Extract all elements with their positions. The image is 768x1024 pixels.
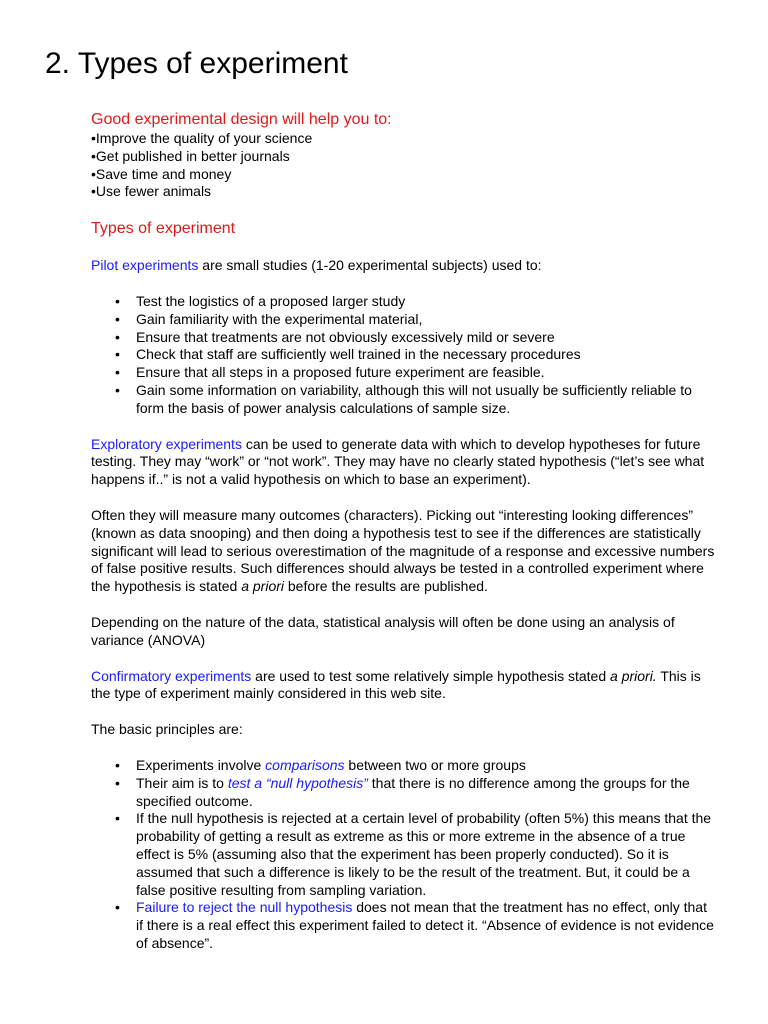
list-item: • Gain some information on variability, although this will not usually be sufficiently reliable to form the basis of power analysis calculations of sample size. <box>91 382 716 418</box>
principles-list <box>91 757 716 953</box>
item-text: does not mean that the treatment has no effect, only that if there is a real effect this experiment failed to detect it. “Absence of evidence is not evidence of absence”. <box>136 899 714 951</box>
list-item: • Save time and money <box>91 166 716 184</box>
snooping-text-end: before the results are published. <box>284 578 488 595</box>
list-item: • If the null hypothesis is rejected at a certain level of probability (often 5%) this means that the probability of getting a result as extreme as this or more extreme in the absence of a true effect is 5% (assuming also that the experiment has been properly conducted). So it is assumed that such a difference is likely to be the result of the treatment. But, it could be a false positive resulting from sampling variation. <box>91 810 716 899</box>
list-item: • Get published in better journals <box>91 148 716 166</box>
list-item: • Improve the quality of your science <box>91 130 716 148</box>
pilot-text: are small studies (1-20 experimental subjects) used to: <box>198 257 542 274</box>
list-item: • Gain familiarity with the experimental material, <box>91 311 716 329</box>
exploratory-text: can be used to generate data with which to develop hypotheses for future testing. They may “work” or “not work”. They may have no clearly stated hypothesis (“let’s see what happens if..” is not a valid hypothesis on which to base an experiment). <box>91 435 705 488</box>
snooping-paragraph <box>91 507 716 596</box>
design-list <box>91 130 716 201</box>
a-priori-text: a priori. <box>610 667 657 684</box>
list-item <box>91 775 716 811</box>
a-priori-text: a priori <box>241 578 284 595</box>
exploratory-paragraph <box>91 436 716 489</box>
failure-to-reject-link[interactable]: Failure to reject the null hypothesis <box>136 899 353 916</box>
pilot-experiments-link[interactable]: Pilot experiments <box>91 257 199 274</box>
pilot-list <box>91 293 716 418</box>
page-title: 2. Types of experiment <box>45 47 348 80</box>
item-text: that there is no difference among the groups for the specified outcome. <box>136 774 690 809</box>
principles-intro: The basic principles are: <box>91 721 243 738</box>
confirmatory-paragraph <box>91 668 716 704</box>
comparisons-link[interactable]: comparisons <box>265 756 345 773</box>
list-item: • Ensure that all steps in a proposed future experiment are feasible. <box>91 364 716 382</box>
confirmatory-text: are used to test some relatively simple hypothesis stated <box>251 667 611 684</box>
types-heading: Types of experiment <box>91 220 236 238</box>
list-item <box>91 899 716 952</box>
item-text: Their aim is to <box>136 774 228 791</box>
exploratory-experiments-link[interactable]: Exploratory experiments <box>91 435 242 452</box>
pilot-paragraph <box>91 257 716 275</box>
null-hypothesis-link[interactable]: test a “null hypothesis” <box>227 774 368 791</box>
snooping-text: Often they will measure many outcomes (characters). Picking out “interesting looking differences” (known as data snooping) and then doing a hypothesis test to see if the differences are statistically significant will lead to serious overestimation of the magnitude of a response and excessive numbers of false positive results. Such differences should always be tested in a controlled experiment where the hypothesis is stated <box>91 506 715 595</box>
item-text: Experiments involve <box>136 756 266 773</box>
list-item: • Ensure that treatments are not obviously excessively mild or severe <box>91 329 716 347</box>
confirmatory-experiments-link[interactable]: Confirmatory experiments <box>91 667 252 684</box>
item-text: between two or more groups <box>344 756 526 773</box>
list-item: • Check that staff are sufficiently well trained in the necessary procedures <box>91 346 716 364</box>
list-item <box>91 757 716 775</box>
anova-paragraph: Depending on the nature of the data, statistical analysis will often be done using an analysis of variance (ANOVA) <box>91 613 675 648</box>
list-item: • Test the logistics of a proposed larger study <box>91 293 716 311</box>
design-heading: Good experimental design will help you to: <box>91 111 392 128</box>
document-body <box>91 110 716 953</box>
confirmatory-text-end: This is the type of experiment mainly considered in this web site. <box>91 667 701 702</box>
list-item: • Use fewer animals <box>91 183 716 201</box>
